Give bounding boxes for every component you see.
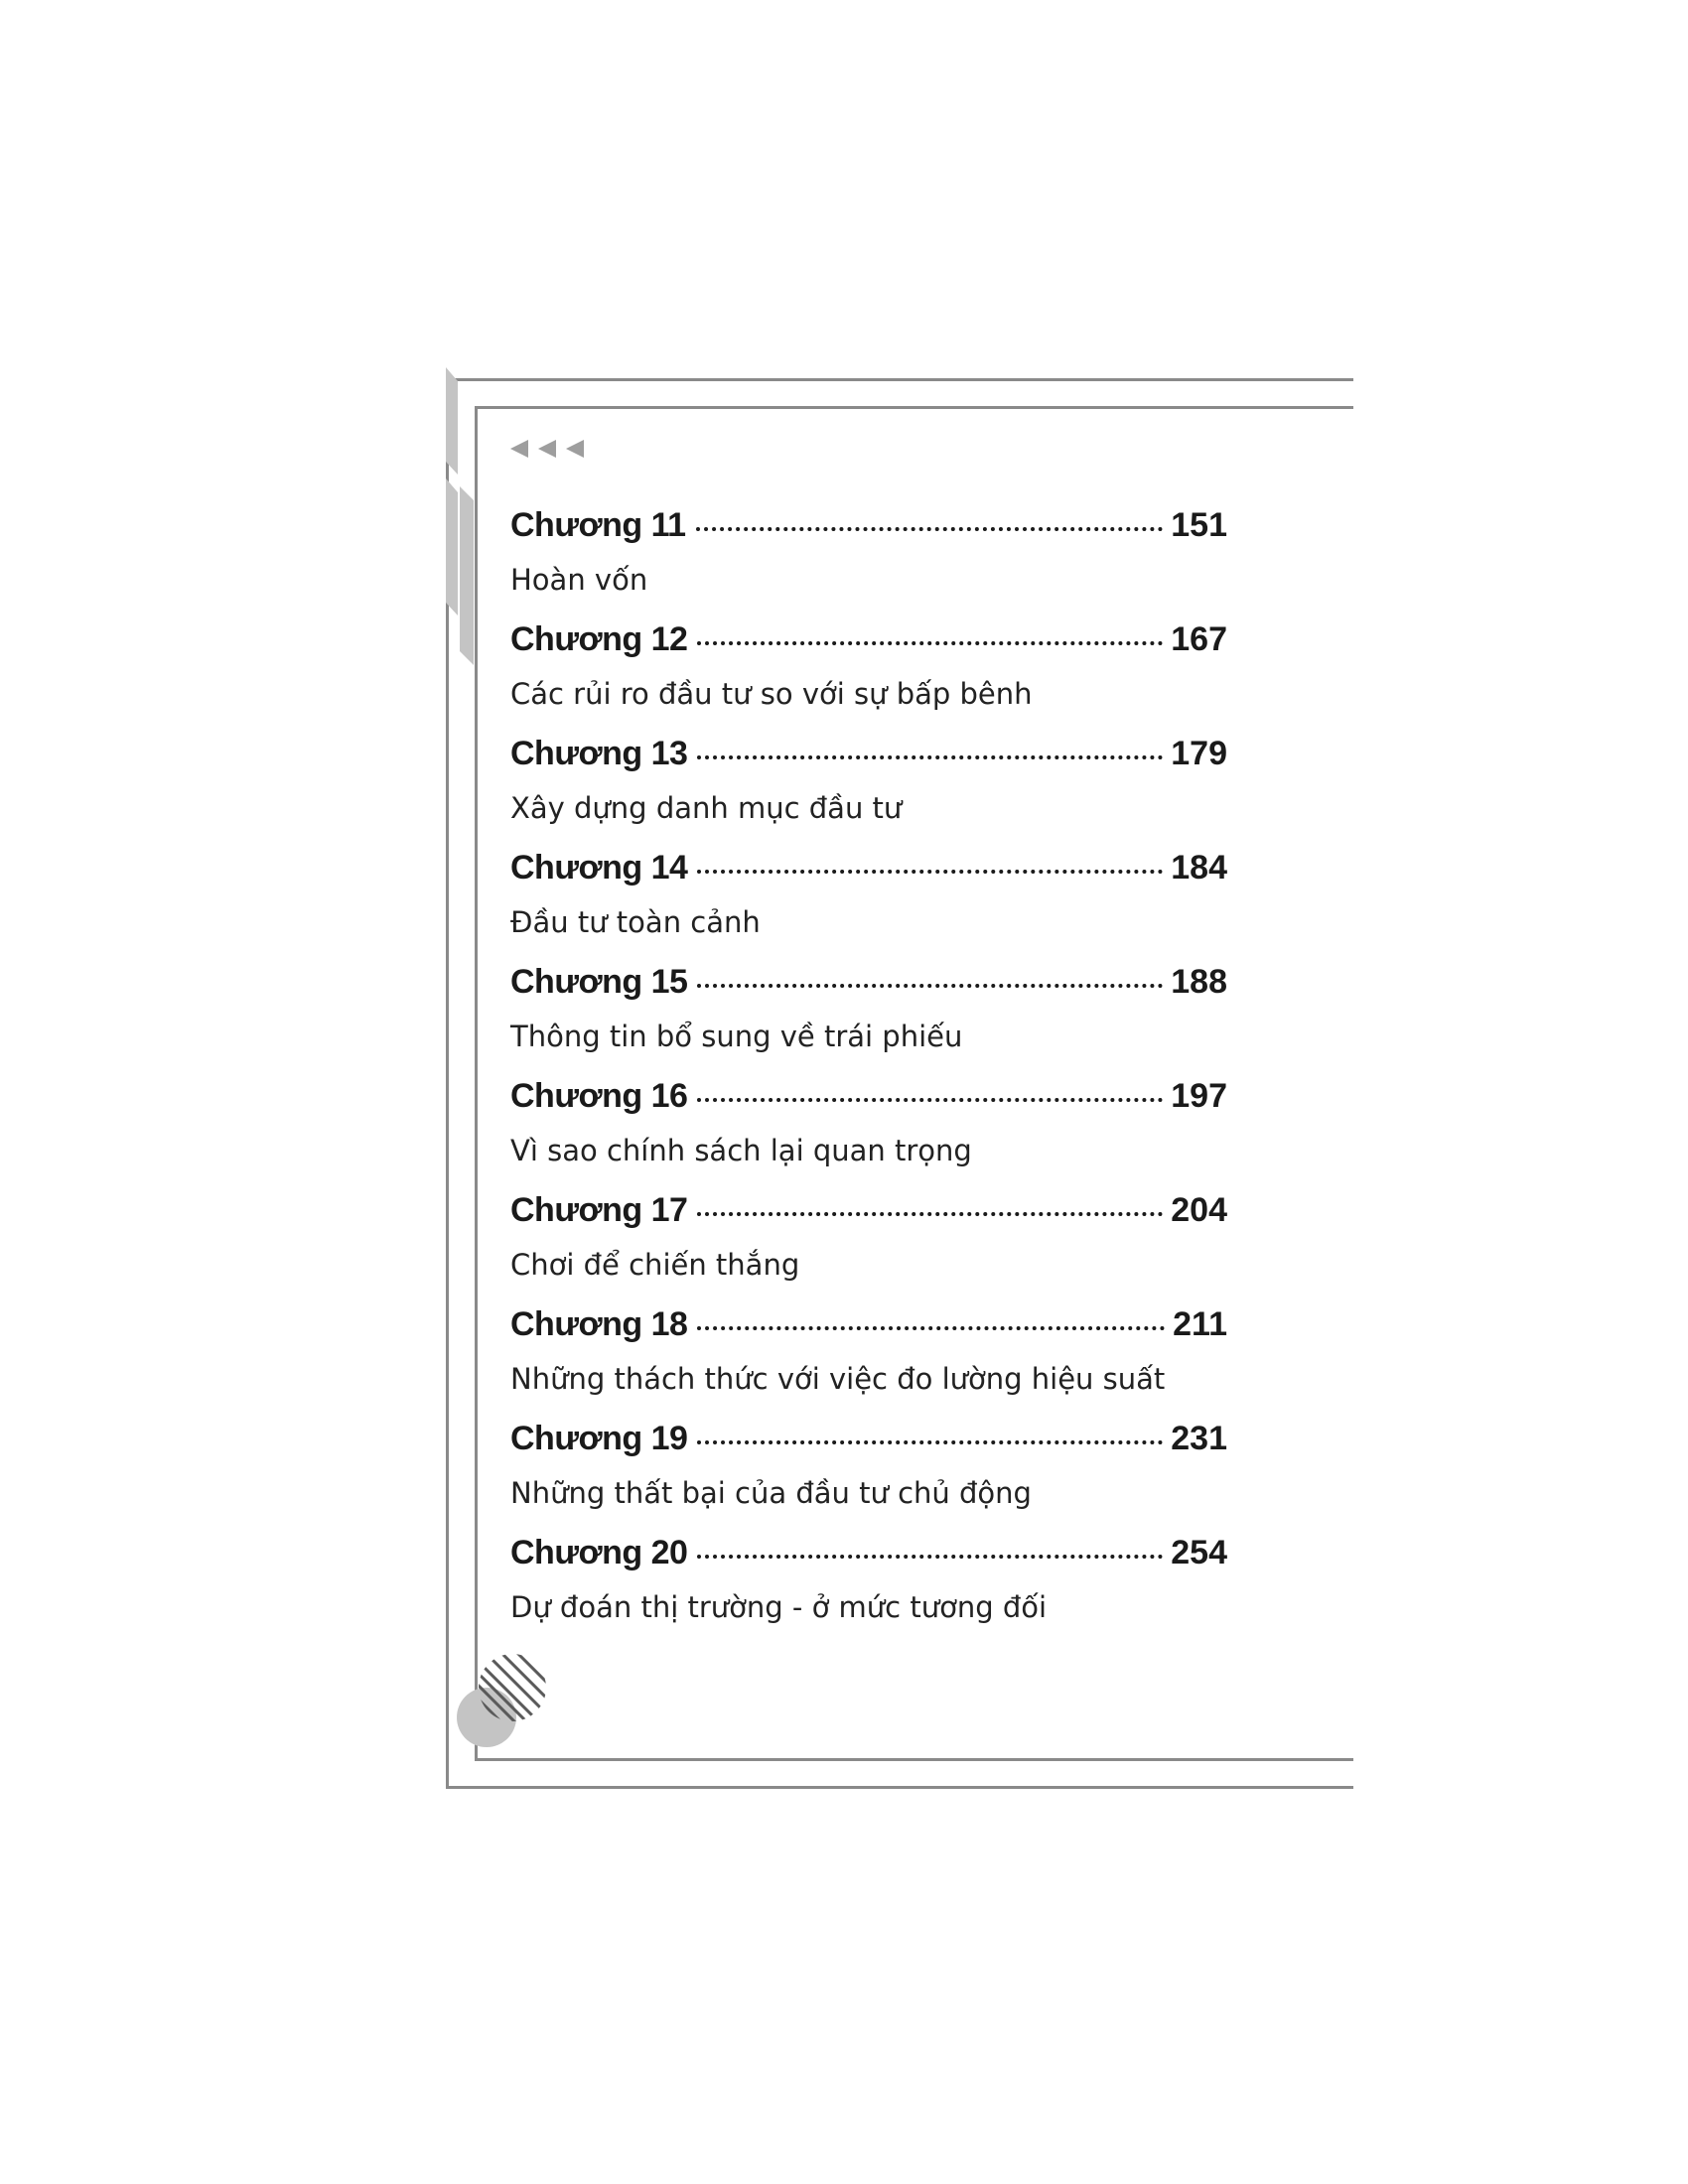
dot-leader <box>697 1440 1163 1444</box>
chapter-label: Chương 19 <box>510 1420 688 1457</box>
toc-entry-header <box>510 849 1227 900</box>
page-number: 184 <box>1171 849 1227 887</box>
striped-circles-decoration <box>455 1648 558 1751</box>
chapter-title: Dự đoán thị trường - ở mức tương đối <box>510 1590 1048 1624</box>
toc-entry-header <box>510 1077 1227 1129</box>
chapter-label: Chương 18 <box>510 1305 688 1343</box>
toc-entry[interactable] <box>510 1534 1227 1648</box>
dot-leader <box>696 527 1164 531</box>
page-number: 254 <box>1171 1534 1227 1571</box>
toc-entry[interactable] <box>510 506 1227 620</box>
toc-entry-header <box>510 1534 1227 1585</box>
chapter-label: Chương 11 <box>510 506 686 544</box>
chapter-label: Chương 16 <box>510 1077 688 1115</box>
dot-leader <box>697 1555 1163 1559</box>
page-number: 231 <box>1171 1420 1227 1457</box>
chapter-title: Xây dựng danh mục đầu tư <box>510 791 903 825</box>
toc-entry[interactable] <box>510 1191 1227 1305</box>
chapter-label: Chương 12 <box>510 620 688 658</box>
dot-leader <box>697 1212 1163 1216</box>
dot-leader <box>697 755 1163 759</box>
toc-entry-header <box>510 963 1227 1015</box>
toc-entry[interactable] <box>510 1305 1227 1420</box>
page-number: 188 <box>1171 963 1227 1001</box>
dot-leader <box>697 1098 1163 1102</box>
toc-entry-header <box>510 1191 1227 1243</box>
toc-entry[interactable] <box>510 963 1227 1077</box>
toc-entry-header <box>510 506 1227 558</box>
toc-entry-header <box>510 735 1227 786</box>
chapter-title: Các rủi ro đầu tư so với sự bấp bênh <box>510 677 1033 711</box>
chapter-label: Chương 13 <box>510 735 688 772</box>
page-number: 197 <box>1171 1077 1227 1115</box>
chapter-title: Chơi để chiến thắng <box>510 1248 800 1282</box>
toc-entry-header <box>510 1420 1227 1471</box>
table-of-contents <box>510 506 1227 1648</box>
chapter-label: Chương 17 <box>510 1191 688 1229</box>
corner-stripe-decoration <box>446 367 475 665</box>
chapter-title: Hoàn vốn <box>510 563 648 597</box>
chapter-title: Thông tin bổ sung về trái phiếu <box>510 1020 963 1053</box>
page-number: 204 <box>1171 1191 1227 1229</box>
chapter-title: Những thất bại của đầu tư chủ động <box>510 1476 1032 1510</box>
chapter-label: Chương 15 <box>510 963 688 1001</box>
toc-entry-header <box>510 1305 1227 1357</box>
chapter-label: Chương 20 <box>510 1534 688 1571</box>
toc-entry-header <box>510 620 1227 672</box>
toc-entry[interactable] <box>510 849 1227 963</box>
toc-entry[interactable] <box>510 1077 1227 1191</box>
toc-entry[interactable] <box>510 1420 1227 1534</box>
chapter-label: Chương 14 <box>510 849 688 887</box>
dot-leader <box>697 1326 1165 1330</box>
dot-leader <box>697 984 1163 988</box>
chapter-title: Vì sao chính sách lại quan trọng <box>510 1134 972 1167</box>
chapter-title: Đầu tư toàn cảnh <box>510 905 761 939</box>
page-number: 167 <box>1171 620 1227 658</box>
page-number: 211 <box>1173 1305 1227 1343</box>
chapter-title: Những thách thức với việc đo lường hiệu suất <box>510 1362 1166 1396</box>
triple-left-arrow-icon <box>510 437 590 461</box>
dot-leader <box>697 870 1163 874</box>
toc-entry[interactable] <box>510 735 1227 849</box>
page-number: 151 <box>1171 506 1227 544</box>
toc-entry[interactable] <box>510 620 1227 735</box>
page-number: 179 <box>1171 735 1227 772</box>
dot-leader <box>697 641 1163 645</box>
